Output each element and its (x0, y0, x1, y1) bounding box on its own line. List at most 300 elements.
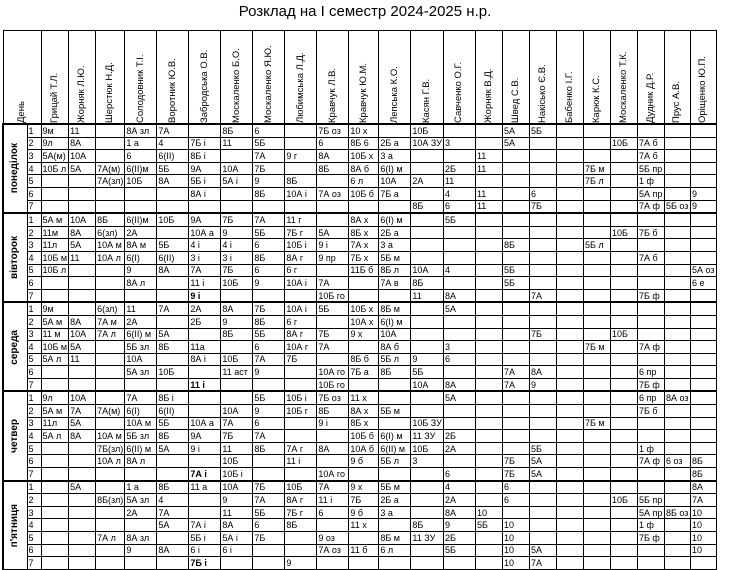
schedule-cell (664, 124, 690, 137)
schedule-cell (664, 137, 690, 150)
schedule-cell (125, 187, 157, 200)
schedule-cell: 8Б (285, 519, 317, 532)
schedule-cell: 2А (443, 442, 475, 455)
schedule-cell (610, 302, 637, 315)
schedule-cell: 2Б (443, 430, 475, 443)
schedule-cell (411, 213, 444, 226)
schedule-cell (69, 289, 96, 302)
schedule-cell (221, 341, 253, 354)
table-row (3, 277, 716, 290)
schedule-cell (349, 289, 379, 302)
schedule-cell: 5Б (157, 239, 189, 252)
schedule-cell: 3 і (221, 251, 253, 264)
schedule-cell: 6(зл) (96, 302, 125, 315)
schedule-cell: 10А а (189, 226, 221, 239)
schedule-cell (443, 328, 475, 341)
schedule-cell: 7Б(зл) (97, 443, 124, 454)
lesson-number: 5 (27, 175, 41, 188)
schedule-cell: 8А (69, 226, 96, 239)
schedule-cell (69, 302, 96, 315)
schedule-cell: 4 і (189, 239, 221, 252)
schedule-cell: 6 оз (664, 455, 690, 468)
schedule-cell: 11Б б (349, 264, 379, 277)
schedule-cell (664, 353, 690, 366)
schedule-cell: 6(ІІ) (157, 405, 189, 418)
schedule-cell: 11 (475, 200, 502, 213)
schedule-cell (475, 391, 502, 404)
schedule-cell (96, 557, 125, 570)
schedule-cell: 1 ф (637, 175, 664, 188)
schedule-cell (411, 557, 444, 570)
schedule-cell: 8А оз (665, 393, 689, 404)
schedule-cell (411, 226, 444, 239)
schedule-cell (610, 506, 637, 519)
schedule-cell (610, 391, 637, 404)
schedule-cell (502, 162, 529, 175)
schedule-cell: 6 (125, 150, 157, 163)
schedule-cell (556, 468, 583, 481)
table-row (3, 391, 716, 404)
schedule-cell (475, 289, 502, 302)
schedule-cell (690, 226, 716, 239)
schedule-cell: 4 (443, 481, 475, 494)
schedule-cell (690, 442, 716, 455)
schedule-cell (556, 124, 583, 137)
schedule-cell: 10А (69, 391, 96, 404)
teacher-header: Швед С.В. (502, 31, 529, 125)
schedule-cell: 10А і (285, 277, 317, 290)
schedule-cell (157, 226, 189, 239)
schedule-cell: 5А (157, 519, 189, 532)
page-title: Розклад на І семестр 2024-2025 н.р. (238, 3, 492, 20)
schedule-cell (221, 378, 253, 391)
schedule-cell (502, 391, 529, 404)
schedule-cell: 2А (411, 175, 444, 188)
schedule-cell (556, 315, 583, 328)
lesson-number: 1 (27, 481, 41, 494)
schedule-cell: 10 (690, 519, 716, 532)
schedule-cell: 5Б (529, 442, 556, 455)
schedule-cell: 8А (157, 175, 189, 188)
schedule-cell (664, 213, 690, 226)
schedule-cell (583, 226, 610, 239)
schedule-cell: 7Б (221, 213, 253, 226)
schedule-cell: 11 (411, 289, 444, 302)
schedule-cell (556, 213, 583, 226)
schedule-cell: 5Б (253, 391, 285, 404)
schedule-cell (157, 289, 189, 302)
schedule-cell (189, 124, 221, 137)
schedule-cell: 10 (690, 544, 716, 557)
schedule-cell: 7Б ф (637, 532, 664, 545)
schedule-cell: 7Б (253, 532, 285, 545)
teacher-header: Жорняк Л.Ю. (69, 31, 96, 125)
schedule-cell: 10Б і (221, 468, 253, 481)
schedule-cell: 6 (253, 239, 285, 252)
schedule-cell (411, 239, 444, 252)
schedule-cell: 3 (411, 455, 444, 468)
schedule-cell (502, 175, 529, 188)
teacher-header: Кравчук Л.В. (317, 31, 349, 125)
schedule-cell (157, 315, 189, 328)
schedule-cell (379, 519, 411, 532)
schedule-cell (664, 442, 690, 455)
schedule-cell: 7Б г (285, 506, 317, 519)
schedule-cell (556, 150, 583, 163)
schedule-cell (41, 532, 69, 545)
schedule-cell: 7А (253, 150, 285, 163)
schedule-cell: 7А і (189, 468, 221, 481)
schedule-cell (96, 353, 125, 366)
schedule-cell: 7А г (285, 442, 317, 455)
teacher-header: Лепська К.О. (379, 31, 411, 125)
schedule-cell: 8А (157, 264, 189, 277)
schedule-cell: 7А (125, 391, 157, 404)
schedule-cell (189, 391, 221, 404)
schedule-cell: 9 пр (317, 251, 349, 264)
schedule-cell: 10Б м (42, 252, 68, 263)
schedule-cell (529, 213, 556, 226)
lesson-number: 1 (27, 302, 41, 315)
schedule-cell: 7Б л (583, 175, 610, 188)
schedule-cell (529, 391, 556, 404)
schedule-cell (556, 532, 583, 545)
schedule-cell (529, 150, 556, 163)
schedule-cell (529, 251, 556, 264)
schedule-cell (637, 264, 664, 277)
schedule-cell (529, 405, 556, 418)
schedule-cell: 8А г (285, 328, 317, 341)
schedule-cell: 7А л (96, 328, 125, 341)
schedule-cell (285, 468, 317, 481)
schedule-cell (189, 455, 221, 468)
schedule-cell (253, 200, 285, 213)
schedule-cell (379, 378, 411, 391)
schedule-cell (96, 200, 125, 213)
schedule-cell: 11 а (189, 481, 221, 494)
schedule-cell (125, 200, 157, 213)
lesson-number: 5 (27, 264, 41, 277)
schedule-cell (411, 468, 444, 481)
schedule-cell: 11 (69, 251, 96, 264)
schedule-cell: 10А (411, 378, 444, 391)
schedule-cell: 11а (189, 341, 221, 354)
table-row (3, 442, 716, 455)
schedule-cell: 11 б (349, 544, 379, 557)
schedule-cell (690, 289, 716, 302)
schedule-cell: 6(ІІ) м (125, 328, 157, 341)
schedule-cell (637, 239, 664, 252)
schedule-cell: 10 (502, 532, 529, 545)
schedule-cell: 8А (317, 442, 349, 455)
schedule-cell (583, 124, 610, 137)
schedule-cell (637, 302, 664, 315)
schedule-cell (411, 405, 444, 418)
schedule-cell (610, 481, 637, 494)
schedule-cell (317, 557, 349, 570)
schedule-cell: 5А м (41, 213, 69, 226)
schedule-cell (664, 175, 690, 188)
schedule-cell: 5Б (529, 124, 556, 137)
schedule-cell (411, 187, 444, 200)
schedule-cell: 10Б (221, 277, 253, 290)
schedule-cell (690, 378, 716, 391)
schedule-cell: 11 г (285, 213, 317, 226)
schedule-cell: 5Б і (189, 532, 221, 545)
schedule-cell: 5Б (502, 264, 529, 277)
schedule-table (2, 30, 717, 570)
schedule-cell: 7А ф (637, 455, 664, 468)
schedule-cell (443, 405, 475, 418)
schedule-cell (664, 557, 690, 570)
schedule-cell: 7А (253, 494, 285, 507)
schedule-cell: 7А л (96, 532, 125, 545)
schedule-cell: 8А (69, 137, 96, 150)
schedule-cell (475, 264, 502, 277)
schedule-cell: 5А (69, 481, 96, 494)
schedule-cell (411, 302, 444, 315)
schedule-cell (475, 137, 502, 150)
schedule-cell (69, 277, 96, 290)
schedule-cell (96, 391, 125, 404)
schedule-cell: 11м (41, 226, 69, 239)
schedule-cell (556, 200, 583, 213)
schedule-cell (664, 378, 690, 391)
schedule-cell (502, 251, 529, 264)
schedule-cell (69, 494, 96, 507)
schedule-cell (125, 519, 157, 532)
table-row (3, 187, 716, 200)
schedule-cell: 5Б пр (637, 162, 664, 175)
schedule-cell (583, 289, 610, 302)
schedule-cell: 7А (189, 264, 221, 277)
schedule-cell (475, 481, 502, 494)
schedule-cell: 7Б ф (637, 378, 664, 391)
lesson-number: 7 (27, 468, 41, 481)
schedule-cell (583, 264, 610, 277)
schedule-cell: 8А (221, 302, 253, 315)
schedule-cell: 8Б (157, 341, 189, 354)
day-label: четвер (3, 391, 27, 480)
schedule-cell: 10А і (285, 187, 317, 200)
schedule-cell (690, 557, 716, 570)
schedule-cell (157, 187, 189, 200)
schedule-cell (475, 405, 502, 418)
lesson-number: 3 (27, 506, 41, 519)
schedule-cell: 7А в (379, 277, 411, 290)
schedule-cell: 7Б і (189, 557, 221, 570)
schedule-cell: 8Б х (349, 226, 379, 239)
schedule-cell: 11 (475, 150, 502, 163)
schedule-cell: 9м (41, 124, 69, 137)
lesson-number: 6 (27, 455, 41, 468)
schedule-cell: 6 (502, 494, 529, 507)
schedule-cell (664, 150, 690, 163)
schedule-cell: 10Б л (41, 264, 69, 277)
schedule-cell (411, 391, 444, 404)
schedule-cell (556, 506, 583, 519)
schedule-cell: 8Б (253, 315, 285, 328)
schedule-cell (637, 430, 664, 443)
schedule-cell (529, 137, 556, 150)
table-row (3, 468, 716, 481)
schedule-cell: 10А б (349, 442, 379, 455)
schedule-cell: 6 (529, 187, 556, 200)
schedule-cell (221, 200, 253, 213)
schedule-cell (349, 378, 379, 391)
schedule-cell (41, 481, 69, 494)
schedule-cell: 7А і (189, 519, 221, 532)
schedule-cell: 5А (529, 468, 556, 481)
schedule-cell: 10Б (157, 213, 189, 226)
schedule-cell: 10А х (349, 315, 379, 328)
schedule-cell: 1 ф (637, 519, 664, 532)
schedule-cell (583, 557, 610, 570)
schedule-cell (285, 532, 317, 545)
schedule-cell: 6(І) (125, 251, 157, 264)
schedule-cell: 10А м (96, 430, 125, 443)
schedule-cell (583, 506, 610, 519)
day-label: п'ятниця (3, 481, 27, 570)
schedule-cell: 8Б (411, 200, 444, 213)
schedule-cell (502, 200, 529, 213)
lesson-number: 6 (27, 366, 41, 379)
schedule-cell (475, 226, 502, 239)
schedule-cell (443, 417, 475, 430)
schedule-cell (664, 430, 690, 443)
schedule-cell (556, 328, 583, 341)
schedule-cell: 8А х (349, 405, 379, 418)
schedule-cell (411, 494, 444, 507)
schedule-cell (637, 557, 664, 570)
day-label: вівторок (3, 213, 27, 302)
schedule-cell: 5А (157, 442, 189, 455)
schedule-cell (411, 341, 444, 354)
schedule-cell: 6 пр (637, 366, 664, 379)
schedule-cell: 8Б (253, 187, 285, 200)
schedule-cell: 10А го (317, 468, 349, 481)
schedule-cell: 10А г (285, 341, 317, 354)
schedule-cell: 6 (253, 519, 285, 532)
teacher-header: Грицай Т.Л. (41, 31, 69, 125)
schedule-cell: 2А (189, 302, 221, 315)
schedule-cell (637, 277, 664, 290)
schedule-cell: 3 а (379, 239, 411, 252)
schedule-cell: 10Б (157, 366, 189, 379)
schedule-cell (285, 137, 317, 150)
schedule-cell (583, 532, 610, 545)
schedule-cell (529, 264, 556, 277)
schedule-cell: 5Б (253, 137, 285, 150)
lesson-number: 3 (27, 417, 41, 430)
schedule-cell: 8А (317, 150, 349, 163)
schedule-cell: 7Б оз (317, 391, 349, 404)
schedule-cell (610, 315, 637, 328)
schedule-cell (41, 175, 69, 188)
table-row (3, 378, 716, 391)
schedule-cell (69, 442, 96, 455)
schedule-cell (157, 532, 189, 545)
schedule-cell (529, 277, 556, 290)
teacher-header: Солодовник Т.І. (125, 31, 157, 125)
schedule-cell: 9 (253, 277, 285, 290)
schedule-cell: 5А і (221, 175, 253, 188)
table-row (3, 264, 716, 277)
schedule-cell: 7А (529, 557, 556, 570)
schedule-cell (529, 519, 556, 532)
schedule-cell: 7А (157, 302, 189, 315)
schedule-cell: 7Б оз (317, 124, 349, 137)
schedule-cell: 9 (411, 353, 444, 366)
schedule-cell (253, 557, 285, 570)
schedule-cell (41, 277, 69, 290)
schedule-cell (637, 481, 664, 494)
schedule-cell: 5Б (157, 162, 189, 175)
schedule-cell (556, 302, 583, 315)
schedule-cell: 6 (253, 124, 285, 137)
schedule-cell (317, 519, 349, 532)
lesson-number: 1 (27, 391, 41, 404)
schedule-cell: 11 (221, 442, 253, 455)
schedule-cell (690, 328, 716, 341)
schedule-cell (475, 302, 502, 315)
schedule-cell: 8Б л (379, 264, 411, 277)
teacher-header: Дудник Д.Р. (637, 31, 664, 125)
schedule-cell: 8А (529, 366, 556, 379)
schedule-cell: 6(І) м (379, 162, 411, 175)
lesson-number: 5 (27, 532, 41, 545)
schedule-cell (529, 353, 556, 366)
lesson-number: 2 (27, 226, 41, 239)
schedule-cell: 8Б (317, 405, 349, 418)
schedule-cell (610, 187, 637, 200)
schedule-cell: 5Б (443, 544, 475, 557)
day-label: понеділок (3, 124, 27, 213)
schedule-cell: 7Б (502, 468, 529, 481)
schedule-cell (317, 353, 349, 366)
schedule-cell: 8А (443, 378, 475, 391)
schedule-cell (502, 353, 529, 366)
schedule-cell (664, 417, 690, 430)
schedule-cell: 9 оз (317, 532, 349, 545)
schedule-cell: 10 (502, 544, 529, 557)
schedule-cell (96, 506, 125, 519)
schedule-cell (189, 494, 221, 507)
schedule-cell (583, 405, 610, 418)
schedule-cell (664, 315, 690, 328)
teacher-header: Жорняк В.Д. (475, 31, 502, 125)
schedule-cell (96, 378, 125, 391)
table-row (3, 150, 716, 163)
schedule-cell (157, 468, 189, 481)
schedule-cell (253, 289, 285, 302)
schedule-cell: 10Б (610, 226, 637, 239)
schedule-cell (41, 200, 69, 213)
schedule-cell: 10Б і (285, 239, 317, 252)
schedule-cell: 7Б (349, 494, 379, 507)
schedule-cell: 10Б х (349, 302, 379, 315)
schedule-cell (475, 239, 502, 252)
schedule-cell: 4 (157, 137, 189, 150)
schedule-cell (41, 506, 69, 519)
schedule-cell: 7Б (317, 328, 349, 341)
schedule-cell (221, 150, 253, 163)
table-row (3, 519, 716, 532)
schedule-cell: 8Б б (349, 353, 379, 366)
schedule-cell: 7Б і (189, 137, 221, 150)
schedule-cell: 2А (125, 226, 157, 239)
schedule-cell: 10А (69, 150, 96, 163)
